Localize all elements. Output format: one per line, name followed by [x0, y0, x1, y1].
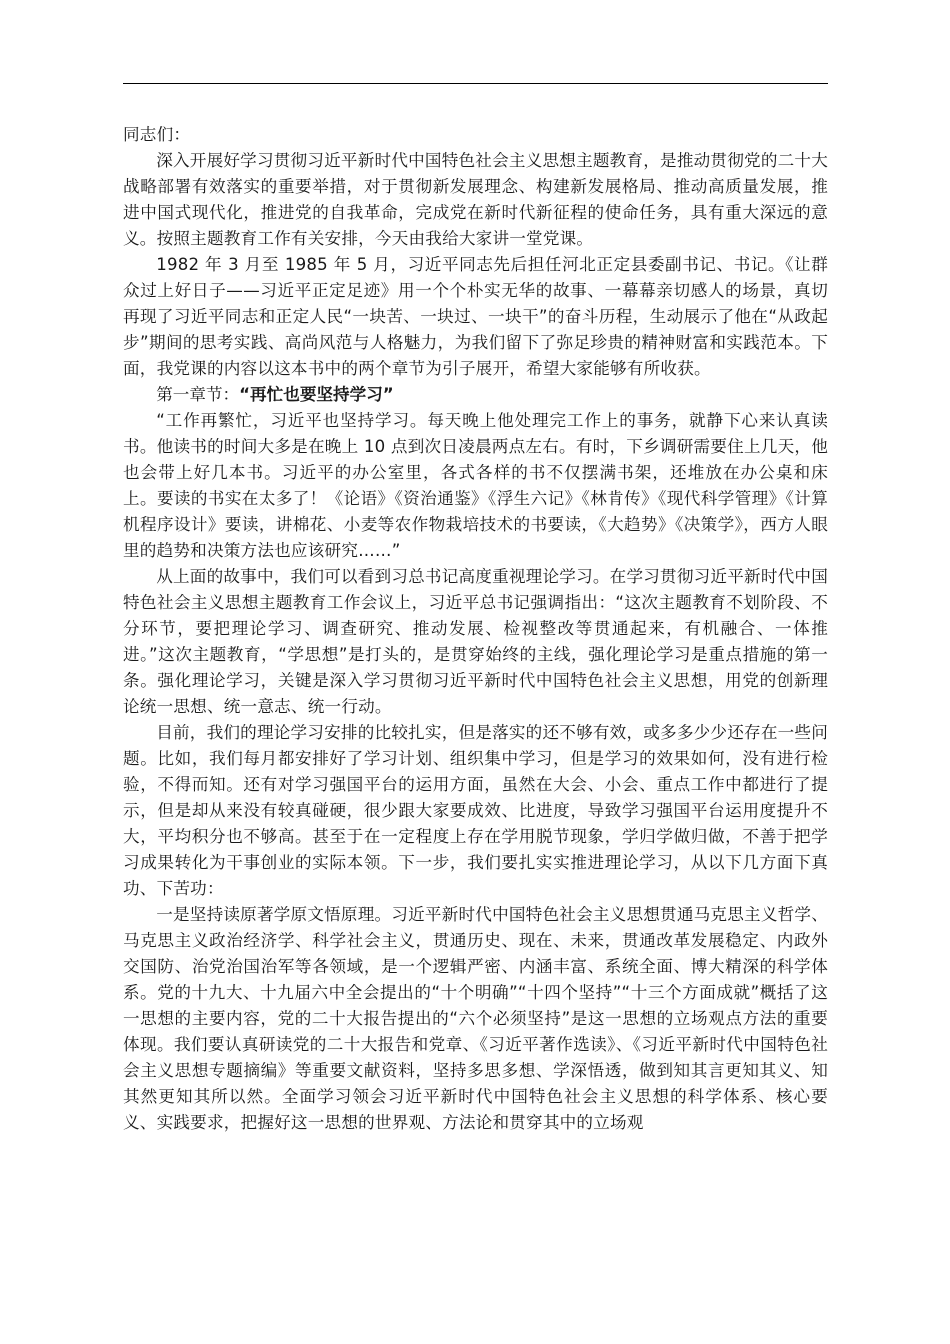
paragraph-intro: 深入开展好学习贯彻习近平新时代中国特色社会主义思想主题教育，是推动贯彻党的二十大战略部署有效落实的重要举措，对于贯彻新发展理念、构建新发展格局、推动高质量发展，推进中国式现代化，推进党的自我革命，完成党在新时代新征程的使命任务，具有重大深远的意义。按照主题教育工作有关安排，今天由我给大家讲一堂党课。	[123, 151, 828, 248]
salutation: 同志们：	[123, 125, 191, 144]
paragraph-quote: “工作再繁忙，习近平也坚持学习。每天晚上他处理完工作上的事务，就静下心来认真读书。他读书的时间大多是在晚上 10 点到次日凌晨两点左右。有时，下乡调研需要住上几天，他也会带上好几本书。习近平的办公室里，各式各样的书不仅摆满书架，还堆放在办公桌和床上。要读的书实在太多了！《论语》《资治通鉴》《浮生六记》《林肯传》《现代科学管理》《计算机程序设计》要读，讲棉花、小麦等农作物栽培技术的书要读，《大趋势》《决策学》，西方人眼里的趋势和决策方法也应该研究……”	[123, 411, 828, 560]
paragraph-problems: 目前，我们的理论学习安排的比较扎实，但是落实的还不够有效，或多多少少还存在一些问题。比如，我们每月都安排好了学习计划、组织集中学习，但是学习的效果如何，没有进行检验，不得而知。还有对学习强国平台的运用方面，虽然在大会、小会、重点工作中都进行了提示，但是却从来没有较真碰硬，很少跟大家要成效、比进度，导致学习强国平台运用度提升不大，平均积分也不够高。甚至于在一定程度上存在学用脱节现象，学归学做归做，不善于把学习成果转化为干事创业的实际本领。下一步，我们要扎实实推进理论学习，从以下几方面下真功、下苦功：	[123, 723, 828, 898]
chapter-title: “再忙也要坚持学习”	[239, 385, 394, 404]
document-body	[123, 122, 828, 1136]
header-divider	[123, 83, 828, 84]
paragraph-analysis: 从上面的故事中，我们可以看到习总书记高度重视理论学习。在学习贯彻习近平新时代中国特色社会主义思想主题教育工作会议上，习近平总书记强调指出：“这次主题教育不划阶段、不分环节，要把理论学习、调查研究、推动发展、检视整改等贯通起来，有机融合、一体推进。”这次主题教育，“学思想”是打头的，是贯穿始终的主线，强化理论学习是重点措施的第一条。强化理论学习，关键是深入学习贯彻习近平新时代中国特色社会主义思想，用党的创新理论统一思想、统一意志、统一行动。	[123, 567, 828, 716]
paragraph-background: 1982 年 3 月至 1985 年 5 月，习近平同志先后担任河北正定县委副书记、书记。《让群众过上好日子——习近平正定足迹》用一个个朴实无华的故事、一幕幕亲切感人的场景，真切再现了习近平同志和正定人民“一块苦、一块过、一块干”的奋斗历程，生动展示了他在“从政起步”期间的思考实践、高尚风范与人格魅力，为我们留下了弥足珍贵的精神财富和实践范本。下面，我党课的内容以这本书中的两个章节为引子展开，希望大家能够有所收获。	[123, 255, 828, 378]
paragraph-measure-one: 一是坚持读原著学原文悟原理。习近平新时代中国特色社会主义思想贯通马克思主义哲学、马克思主义政治经济学、科学社会主义，贯通历史、现在、未来，贯通改革发展稳定、内政外交国防、治党治国治军等各领域，是一个逻辑严密、内涵丰富、系统全面、博大精深的科学体系。党的十九大、十九届六中全会提出的“十个明确”“十四个坚持”“十三个方面成就”概括了这一思想的主要内容，党的二十大报告提出的“六个必须坚持”是这一思想的立场观点方法的重要体现。我们要认真研读党的二十大报告和党章、《习近平著作选读》、《习近平新时代中国特色社会主义思想专题摘编》等重要文献资料，坚持多思多想、学深悟透，做到知其言更知其义、知其然更知其所以然。全面学习领会习近平新时代中国特色社会主义思想的科学体系、核心要义、实践要求，把握好这一思想的世界观、方法论和贯穿其中的立场观	[123, 905, 828, 1132]
chapter-prefix: 第一章节：	[156, 385, 240, 404]
chapter-heading	[123, 382, 828, 408]
